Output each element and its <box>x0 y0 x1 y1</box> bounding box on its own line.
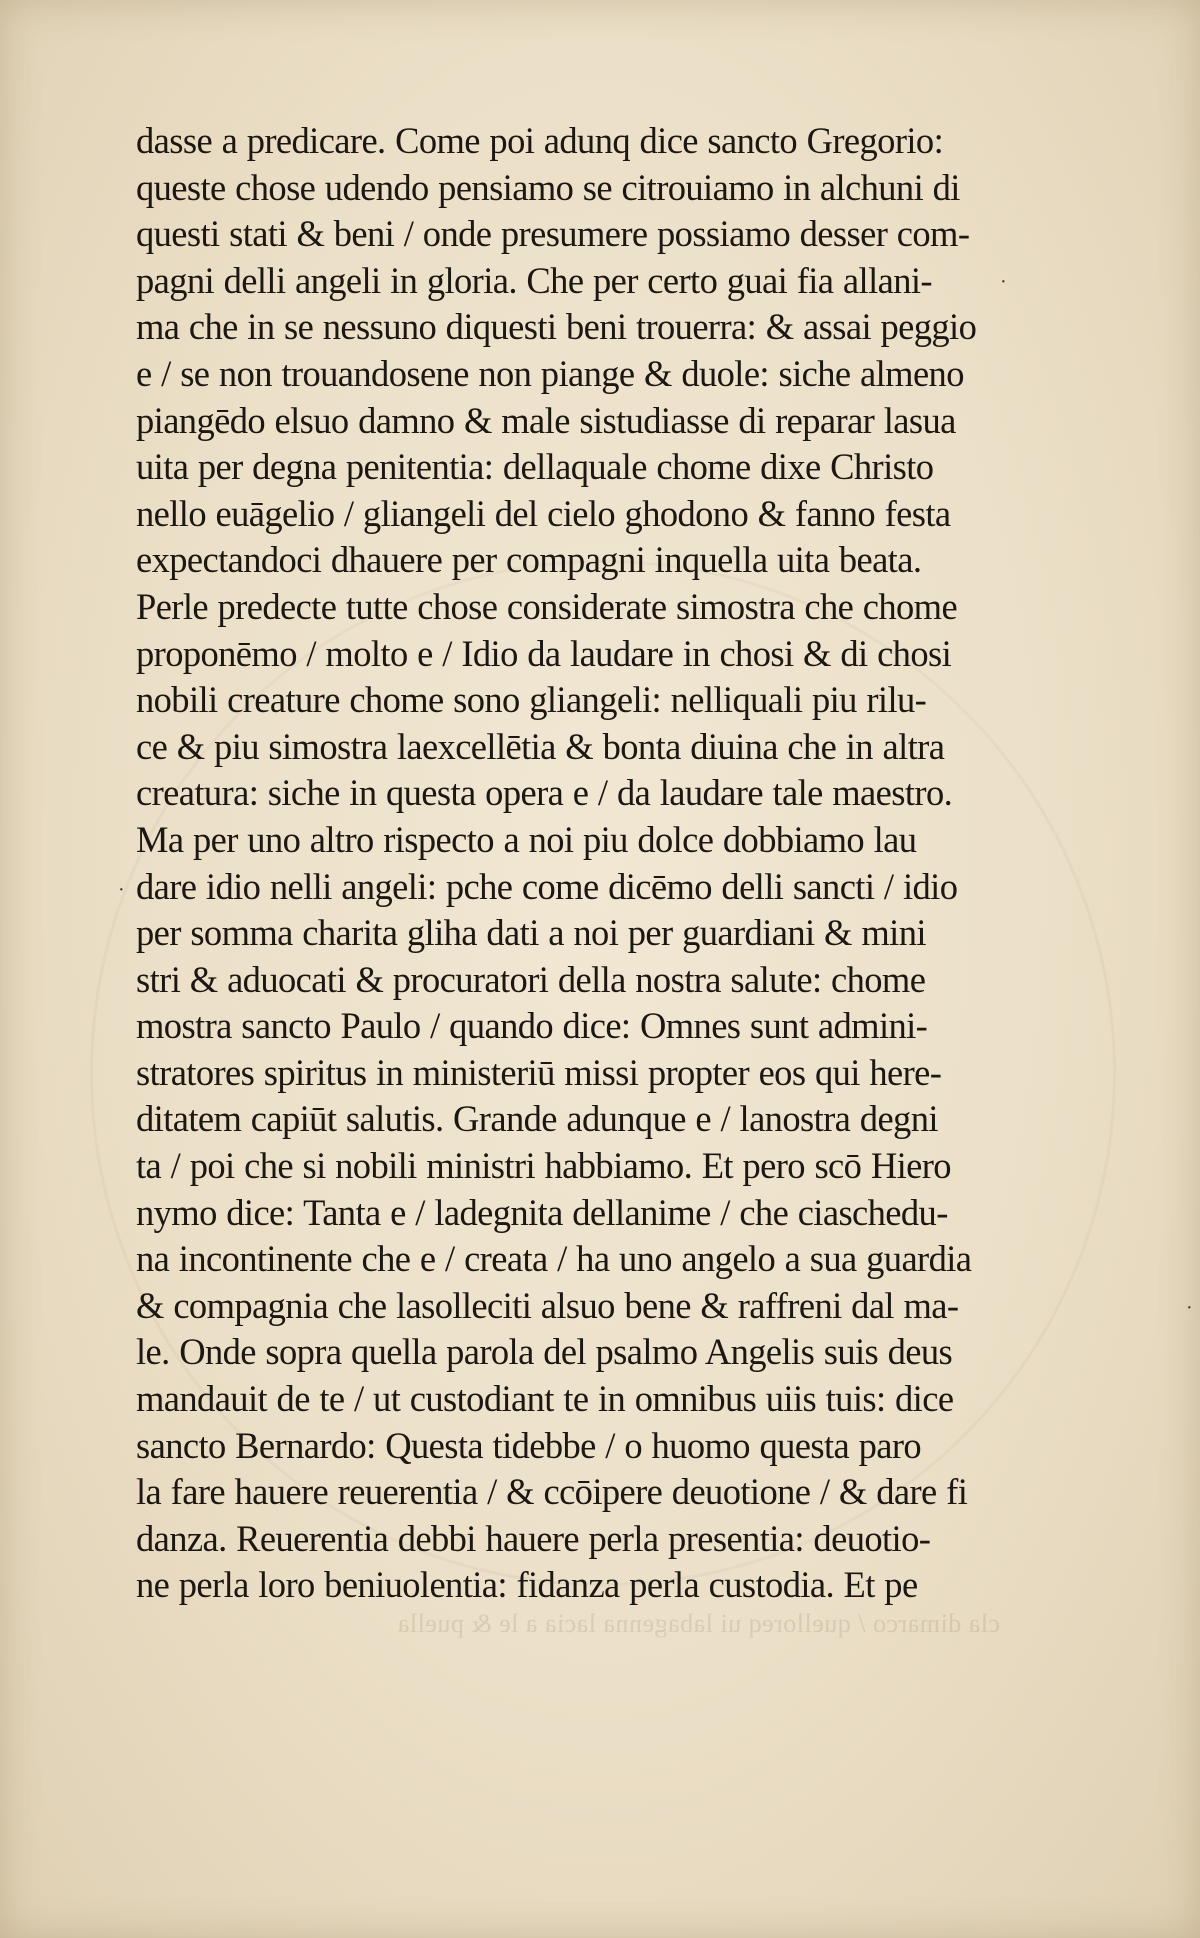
text-line: Ma per uno altro rispecto a noi piu dolce dobbiamo lau <box>136 818 917 860</box>
text-line: la fare hauere reuerentia / & ccōipere deuotione / & dare fi <box>136 1471 968 1513</box>
text-line: proponēmo / molto e / Idio da laudare in chosi & di chosi <box>136 632 952 674</box>
printed-text-block <box>136 118 996 1609</box>
text-line: per somma charita gliha dati a noi per guardiani & mini <box>136 912 926 954</box>
margin-mark: · <box>1000 271 1007 293</box>
text-line: expectandoci dhauere per compagni inquella uita beata. <box>136 539 922 581</box>
text-line: dare idio nelli angeli: pche come dicēmo delli sancti / idio <box>136 865 958 907</box>
text-line: ditatem capiūt salutis. Grande adunque e / lanostra degni <box>136 1098 938 1140</box>
margin-mark: · <box>1186 1297 1193 1319</box>
text-line: stri & aduocati & procuratori della nostra salute: chome <box>136 958 926 1000</box>
bleed-through-text: cla dimarco / quelloreq ui labagenna lacia a le & puella <box>397 1609 1000 1638</box>
text-line: questi stati & beni / onde presumere possiamo desser com- <box>136 213 970 255</box>
text-line: sancto Bernardo: Questa tidebbe / o huomo questa paro <box>136 1424 922 1466</box>
text-line: ta / poi che si nobili ministri habbiamo. Et pero scō Hiero <box>136 1145 951 1187</box>
text-line: nello euāgelio / gliangeli del cielo ghodono & fanno festa <box>136 492 951 534</box>
text-line: nobili creature chome sono gliangeli: nelliquali piu rilu- <box>136 679 927 721</box>
text-line: stratores spiritus in ministeriū missi propter eos qui here- <box>136 1051 942 1093</box>
text-line: creatura: siche in questa opera e / da laudare tale maestro. <box>136 772 953 814</box>
text-line: Perle predecte tutte chose considerate simostra che chome <box>136 585 958 627</box>
text-line: dasse a predicare. Come poi adunq dice sancto Gregorio: <box>136 120 944 161</box>
text-line: pagni delli angeli in gloria. Che per certo guai fia allani- <box>136 259 932 301</box>
text-line: le. Onde sopra quella parola del psalmo Angelis suis deus <box>136 1331 953 1373</box>
text-line: e / se non trouandosene non piange & duole: siche almeno <box>136 352 964 394</box>
text-line: piangēdo elsuo damno & male sistudiasse di reparar lasua <box>136 399 956 441</box>
text-line: mandauit de te / ut custodiant te in omnibus uiis tuis: dice <box>136 1378 954 1420</box>
text-line: ma che in se nessuno diquesti beni trouerra: & assai peggio <box>136 306 977 348</box>
text-line: ce & piu simostra laexcellētia & bonta diuina che in altra <box>136 725 945 767</box>
text-line: ne perla loro beniuolentia: fidanza perla custodia. Et pe <box>136 1564 918 1606</box>
text-line: & compagnia che lasolleciti alsuo bene & raffreni dal ma- <box>136 1284 959 1326</box>
text-line: na incontinente che e / creata / ha uno angelo a sua guardia <box>136 1238 972 1280</box>
text-line: nymo dice: Tanta e / ladegnita dellanime / che ciaschedu- <box>136 1191 948 1233</box>
text-line: danza. Reuerentia debbi hauere perla presentia: deuotio- <box>136 1517 931 1559</box>
margin-mark: · <box>118 879 125 901</box>
text-line: uita per degna penitentia: dellaquale chome dixe Christo <box>136 446 934 488</box>
text-line: queste chose udendo pensiamo se citrouiamo in alchuni di <box>136 166 960 208</box>
text-line: mostra sancto Paulo / quando dice: Omnes sunt admini- <box>136 1005 928 1047</box>
